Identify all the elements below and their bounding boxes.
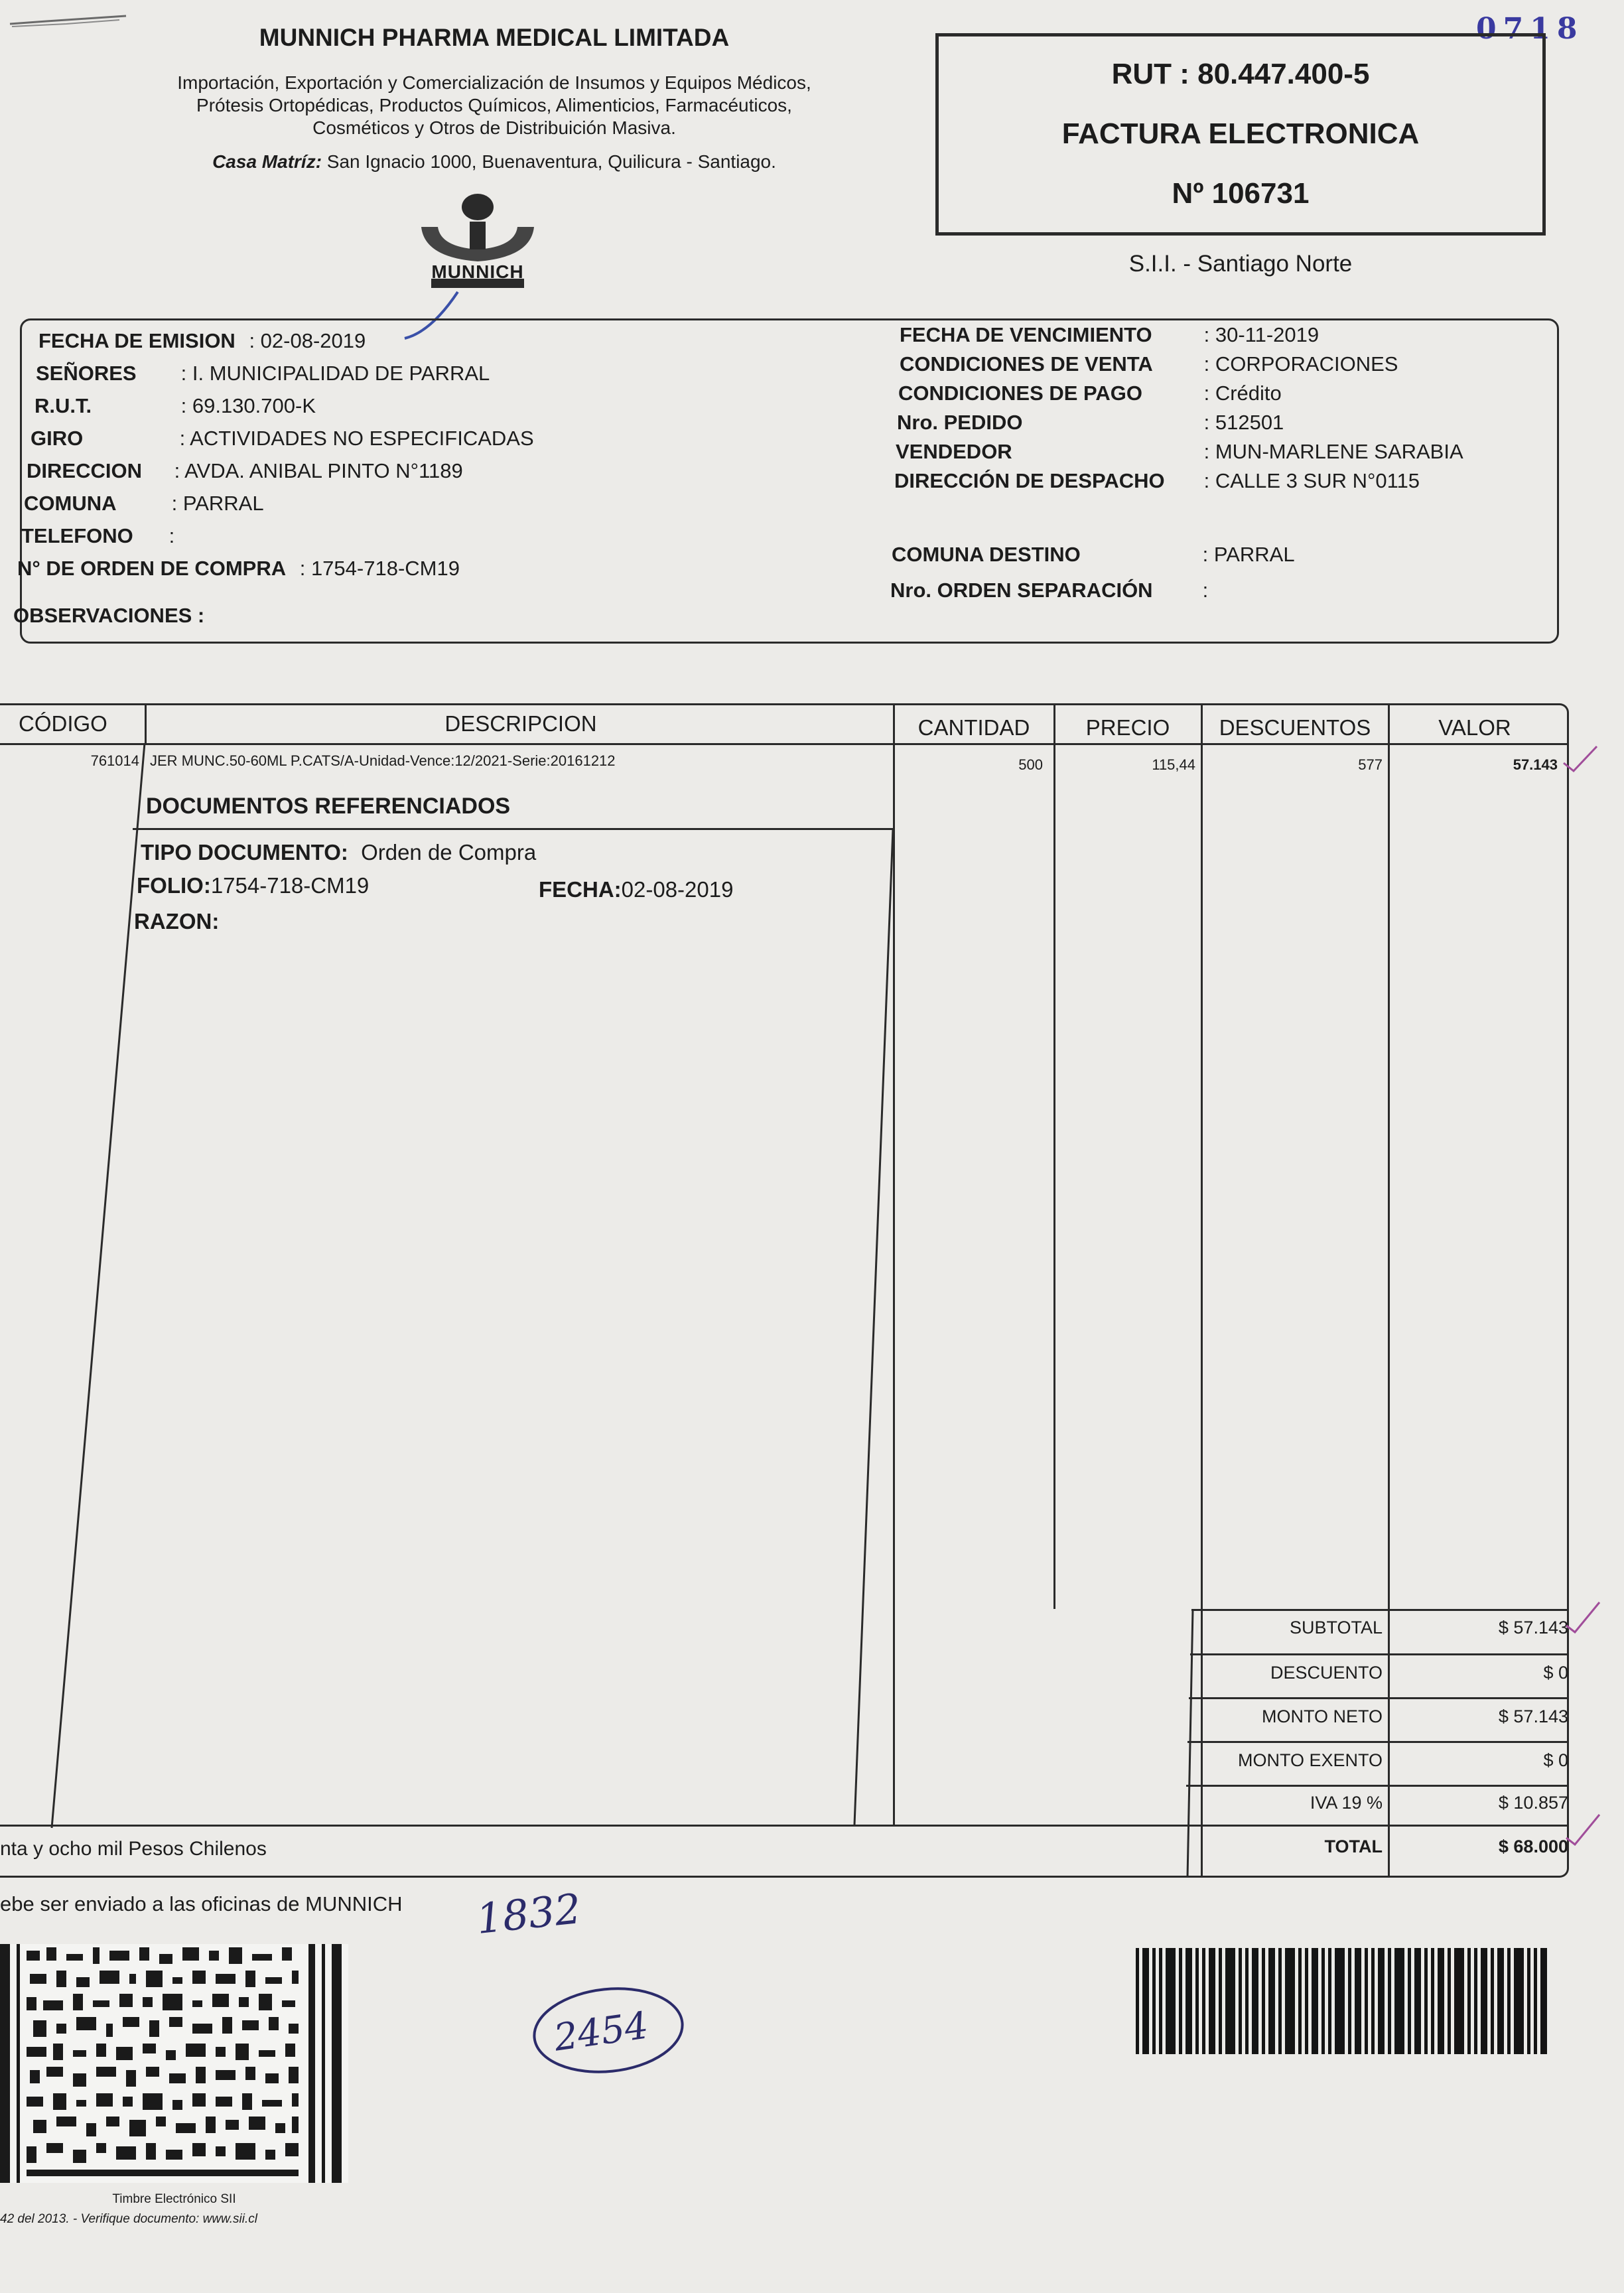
code-column-border: [0, 703, 159, 1831]
references-divider: [133, 828, 893, 830]
vat-value: $ 10.857: [1498, 1793, 1568, 1813]
address-value: San Ignacio 1000, Buenaventura, Quilicura - Santiago.: [326, 151, 776, 172]
field-label: Nro. ORDEN SEPARACIÓN: [890, 579, 1153, 602]
column-header-discounts: DESCUENTOS: [1219, 715, 1371, 740]
delivery-notice: ebe ser enviado a las oficinas de MUNNICH: [0, 1892, 403, 1915]
rut-number: RUT : 80.447.400-5: [1111, 58, 1370, 90]
reference-date-value: 02-08-2019: [621, 877, 734, 902]
field-label: OBSERVACIONES :: [13, 604, 205, 627]
electronic-stamp-caption: [0, 2189, 348, 2229]
field-label: N° DE ORDEN DE COMPRA: [17, 557, 287, 580]
company-description-line: Prótesis Ortopédicas, Productos Químicos, Alimenticios, Farmacéuticos,: [196, 95, 792, 115]
field-shipping-address: [894, 469, 1420, 493]
cell-code: 761014: [90, 752, 139, 769]
field-label: COMUNA DESTINO: [892, 543, 1081, 566]
totals-divider: [1189, 1697, 1569, 1699]
field-label: DIRECCION: [27, 459, 142, 482]
discount-value: $ 0: [1543, 1663, 1568, 1683]
column-header-code: CÓDIGO: [19, 711, 107, 736]
pen-check-icon: [1563, 1811, 1603, 1851]
totals-divider: [1191, 1609, 1569, 1611]
invoice-number: Nº 106731: [1172, 177, 1310, 210]
field-phone: [21, 524, 174, 548]
field-label: SEÑORES: [36, 362, 137, 385]
field-purchase-order: [17, 557, 460, 581]
reference-date: [539, 877, 733, 902]
exempt-amount-label: MONTO EXENTO: [1237, 1750, 1383, 1770]
column-divider: [1388, 703, 1390, 1878]
field-label: TELEFONO: [21, 524, 133, 547]
field-value: : Crédito: [1203, 382, 1282, 405]
cell-description: JER MUNC.50-60ML P.CATS/A-Unidad-Vence:12/2021-Serie:20161212: [150, 752, 616, 769]
field-value: : MUN-MARLENE SARABIA: [1203, 440, 1463, 463]
field-value: : 512501: [1203, 411, 1284, 434]
column-header-quantity: CANTIDAD: [917, 715, 1030, 740]
reference-reason-label: RAZON:: [134, 909, 220, 934]
field-label: CONDICIONES DE VENTA: [900, 352, 1153, 376]
field-label: VENDEDOR: [896, 440, 1012, 463]
subtotal-label: SUBTOTAL: [1289, 1618, 1383, 1637]
cell-discount: 577: [1358, 756, 1383, 773]
invoice-barcode: [1136, 1948, 1547, 2054]
vat-label: IVA 19 %: [1310, 1793, 1383, 1813]
field-destination-commune: [892, 543, 1295, 567]
company-address: [113, 151, 876, 173]
reference-date-label: FECHA:: [539, 877, 622, 902]
net-amount-value: $ 57.143: [1498, 1706, 1568, 1726]
cell-value: 57.143: [1513, 756, 1558, 773]
net-amount-label: MONTO NETO: [1261, 1706, 1383, 1726]
field-value: : CALLE 3 SUR N°0115: [1203, 469, 1420, 492]
field-value: :: [169, 524, 175, 547]
address-label: Casa Matríz:: [212, 151, 322, 172]
field-giro: [31, 427, 534, 451]
total-label: TOTAL: [1324, 1837, 1383, 1856]
field-value: : ACTIVIDADES NO ESPECIFICADAS: [179, 427, 534, 450]
field-rut: [34, 394, 316, 418]
field-value: : PARRAL: [171, 492, 264, 515]
field-address: [27, 459, 463, 483]
field-due-date: [900, 323, 1319, 347]
column-header-value: VALOR: [1438, 715, 1511, 740]
exempt-amount-value: $ 0: [1543, 1750, 1568, 1770]
column-divider: [1201, 703, 1203, 1878]
header-divider: [0, 743, 1569, 745]
totals-left-border: [1174, 1609, 1201, 1881]
field-value: : PARRAL: [1202, 543, 1295, 566]
field-issue-date: [38, 329, 366, 353]
field-observations: [13, 604, 204, 628]
field-value: :: [1202, 579, 1209, 602]
reference-doc-type-value: Orden de Compra: [361, 840, 537, 865]
field-commune: [24, 492, 264, 516]
field-value: : 30-11-2019: [1203, 323, 1320, 346]
field-label: CONDICIONES DE PAGO: [898, 382, 1143, 405]
field-separation-order: [890, 579, 1208, 602]
field-value: : 1754-718-CM19: [299, 557, 460, 580]
timbre-verification: 42 del 2013. - Verifique documento: www.sii.cl: [0, 2212, 257, 2226]
handwritten-circled-number: 2454: [551, 2004, 651, 2060]
company-description-line: Importación, Exportación y Comercialización de Insumos y Equipos Médicos,: [177, 72, 811, 93]
field-label: FECHA DE VENCIMIENTO: [900, 323, 1152, 346]
company-description: [113, 72, 876, 139]
field-label: R.U.T.: [34, 394, 92, 417]
field-customer: [36, 362, 490, 385]
company-name: MUNNICH PHARMA MEDICAL LIMITADA: [259, 24, 730, 51]
reference-folio: [137, 873, 369, 898]
description-column-border: [849, 703, 902, 1831]
field-order-number: [897, 411, 1284, 435]
amount-in-words: nta y ocho mil Pesos Chilenos: [0, 1838, 267, 1860]
field-value: : 69.130.700-K: [180, 394, 316, 417]
field-label: Nro. PEDIDO: [897, 411, 1023, 434]
reference-doc-type: [141, 840, 536, 865]
corner-stamp: 0718: [1476, 12, 1584, 46]
pen-check-icon: [1563, 1599, 1603, 1639]
total-value: $ 68.000: [1498, 1837, 1568, 1856]
column-divider: [1053, 703, 1055, 1609]
company-description-line: Cosméticos y Otros de Distribuición Masiva.: [312, 117, 676, 138]
totals-divider: [1190, 1653, 1569, 1655]
reference-folio-label: FOLIO:: [137, 873, 211, 898]
subtotal-value: $ 57.143: [1498, 1618, 1568, 1637]
handwritten-number: 1832: [474, 1884, 584, 1944]
field-label: DIRECCIÓN DE DESPACHO: [894, 469, 1165, 492]
timbre-title: Timbre Electrónico SII: [112, 2192, 236, 2206]
field-value: : I. MUNICIPALIDAD DE PARRAL: [180, 362, 490, 385]
pen-check-icon: [1560, 743, 1600, 776]
logo-text: MUNNICH: [431, 261, 524, 282]
references-title: DOCUMENTOS REFERENCIADOS: [146, 794, 511, 819]
reference-folio-value: 1754-718-CM19: [210, 873, 370, 898]
totals-divider: [0, 1825, 1569, 1827]
field-label: COMUNA: [24, 492, 117, 515]
field-label: FECHA DE EMISION: [38, 329, 236, 352]
column-header-description: DESCRIPCION: [444, 711, 597, 736]
totals-divider: [1187, 1741, 1569, 1743]
electronic-stamp-barcode: [0, 1944, 348, 2183]
discount-label: DESCUENTO: [1270, 1663, 1383, 1683]
field-value: : CORPORACIONES: [1203, 352, 1398, 376]
cell-quantity: 500: [1018, 756, 1043, 773]
field-label: GIRO: [31, 427, 84, 450]
field-value: : 02-08-2019: [249, 329, 366, 352]
totals-divider: [1186, 1785, 1569, 1787]
sii-office: S.I.I. - Santiago Norte: [1128, 251, 1353, 277]
field-value: : AVDA. ANIBAL PINTO N°1189: [174, 459, 463, 482]
rut-box: [935, 33, 1546, 236]
reference-doc-type-label: TIPO DOCUMENTO:: [141, 840, 348, 865]
field-seller: [896, 440, 1463, 464]
field-sale-conditions: [900, 352, 1398, 376]
column-header-price: PRECIO: [1085, 715, 1170, 740]
cell-price: 115,44: [1152, 756, 1195, 773]
field-payment-conditions: [898, 382, 1282, 405]
document-type: FACTURA ELECTRONICA: [1061, 117, 1420, 150]
items-table: [0, 703, 1569, 1878]
company-logo: [411, 192, 544, 292]
